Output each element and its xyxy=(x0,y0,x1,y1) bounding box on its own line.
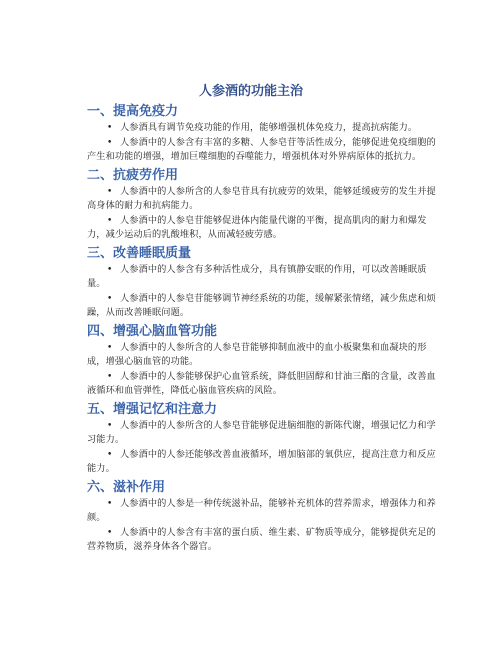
list-item xyxy=(87,341,443,370)
list-item xyxy=(87,526,443,555)
document-title: 人参酒的功能主治 xyxy=(198,84,303,99)
section-sleep xyxy=(87,244,443,321)
bullet-list xyxy=(87,419,443,477)
section-memory xyxy=(87,400,443,477)
list-item xyxy=(87,263,443,292)
section-heading: 二、抗疲劳作用 xyxy=(87,167,179,183)
list-item-text: 人参酒中的人参皂苷能够促进体内能量代谢的平衡，提高肌肉的耐力和爆发力，减少运动后的乳酸堆积，从而减轻疲劳感。 xyxy=(87,214,427,240)
section-heading: 六、滋补作用 xyxy=(87,479,166,495)
bullet-list xyxy=(87,341,443,399)
section-anti-fatigue xyxy=(87,166,443,243)
list-item-text: 人参酒中的人参所含的人参皂苷具有抗疲劳的效果，能够延缓疲劳的发生并提高身体的耐力和抗病能力。 xyxy=(87,185,436,211)
section-cardiovascular xyxy=(87,322,443,399)
list-item-text: 人参酒中的人参含有丰富的蛋白质、维生素、矿物质等成分，能够提供充足的营养物质，滋养身体各个器官。 xyxy=(87,526,436,552)
bullet-icon: • xyxy=(107,527,113,538)
list-item-text: 人参酒中的人参所含的人参皂苷能够抑制血液中的血小板聚集和血凝块的形成，增强心脑血管的功能。 xyxy=(87,341,427,367)
bullet-icon: • xyxy=(107,342,113,353)
bullet-list xyxy=(87,185,443,243)
list-item xyxy=(87,497,443,526)
section-nourishing xyxy=(87,478,443,555)
list-item xyxy=(87,121,443,136)
list-item xyxy=(87,419,443,448)
list-item xyxy=(87,214,443,243)
bullet-icon: • xyxy=(107,137,113,148)
list-item xyxy=(87,292,443,321)
bullet-icon: • xyxy=(107,293,113,304)
list-item-text: 人参酒中的人参含有多种活性成分，具有镇静安眠的作用，可以改善睡眠质量。 xyxy=(87,263,427,289)
section-heading: 五、增强记忆和注意力 xyxy=(87,401,218,417)
bullet-icon: • xyxy=(107,420,113,431)
list-item-text: 人参酒中的人参含有丰富的多糖、人参皂苷等活性成分，能够促进免疫细胞的产生和功能的增强，增加巨噬细胞的吞噬能力，增强机体对外界病原体的抵抗力。 xyxy=(87,136,436,162)
bullet-list xyxy=(87,121,443,165)
document-body xyxy=(87,101,443,555)
bullet-icon: • xyxy=(107,123,113,133)
list-item xyxy=(87,370,443,399)
bullet-icon: • xyxy=(107,264,113,275)
list-item-text: 人参酒中的人参是一种传统滋补品，能够补充机体的营养需求，增强体力和养颜。 xyxy=(87,497,436,523)
bullet-list xyxy=(87,497,443,555)
list-item-text: 人参酒中的人参能够保护心血管系统，降低胆固醇和甘油三酯的含量，改善血液循环和血管弹性，降低心脑血管疾病的风险。 xyxy=(87,370,436,396)
bullet-icon: • xyxy=(107,215,113,226)
list-item-text: 人参酒中的人参皂苷能够调节神经系统的功能，缓解紧张情绪，减少焦虑和烦躁，从而改善睡眠问题。 xyxy=(87,292,436,318)
list-item xyxy=(87,136,443,165)
bullet-icon: • xyxy=(107,371,113,382)
section-immunity xyxy=(87,102,443,165)
bullet-list xyxy=(87,263,443,321)
bullet-icon: • xyxy=(107,186,113,197)
list-item-text: 人参酒具有调节免疫功能的作用，能够增强机体免疫力，提高抗病能力。 xyxy=(120,122,418,133)
list-item xyxy=(87,185,443,214)
section-heading: 三、改善睡眠质量 xyxy=(87,245,192,261)
bullet-icon: • xyxy=(107,449,113,460)
bullet-icon: • xyxy=(107,498,113,509)
list-item-text: 人参酒中的人参所含的人参皂苷能够促进脑细胞的新陈代谢，增强记忆力和学习能力。 xyxy=(87,419,436,445)
list-item xyxy=(87,448,443,477)
section-heading: 一、提高免疫力 xyxy=(87,104,179,119)
list-item-text: 人参酒中的人参还能够改善血液循环，增加脑部的氧供应，提高注意力和反应能力。 xyxy=(87,448,436,474)
section-heading: 四、增强心脑血管功能 xyxy=(87,323,218,339)
